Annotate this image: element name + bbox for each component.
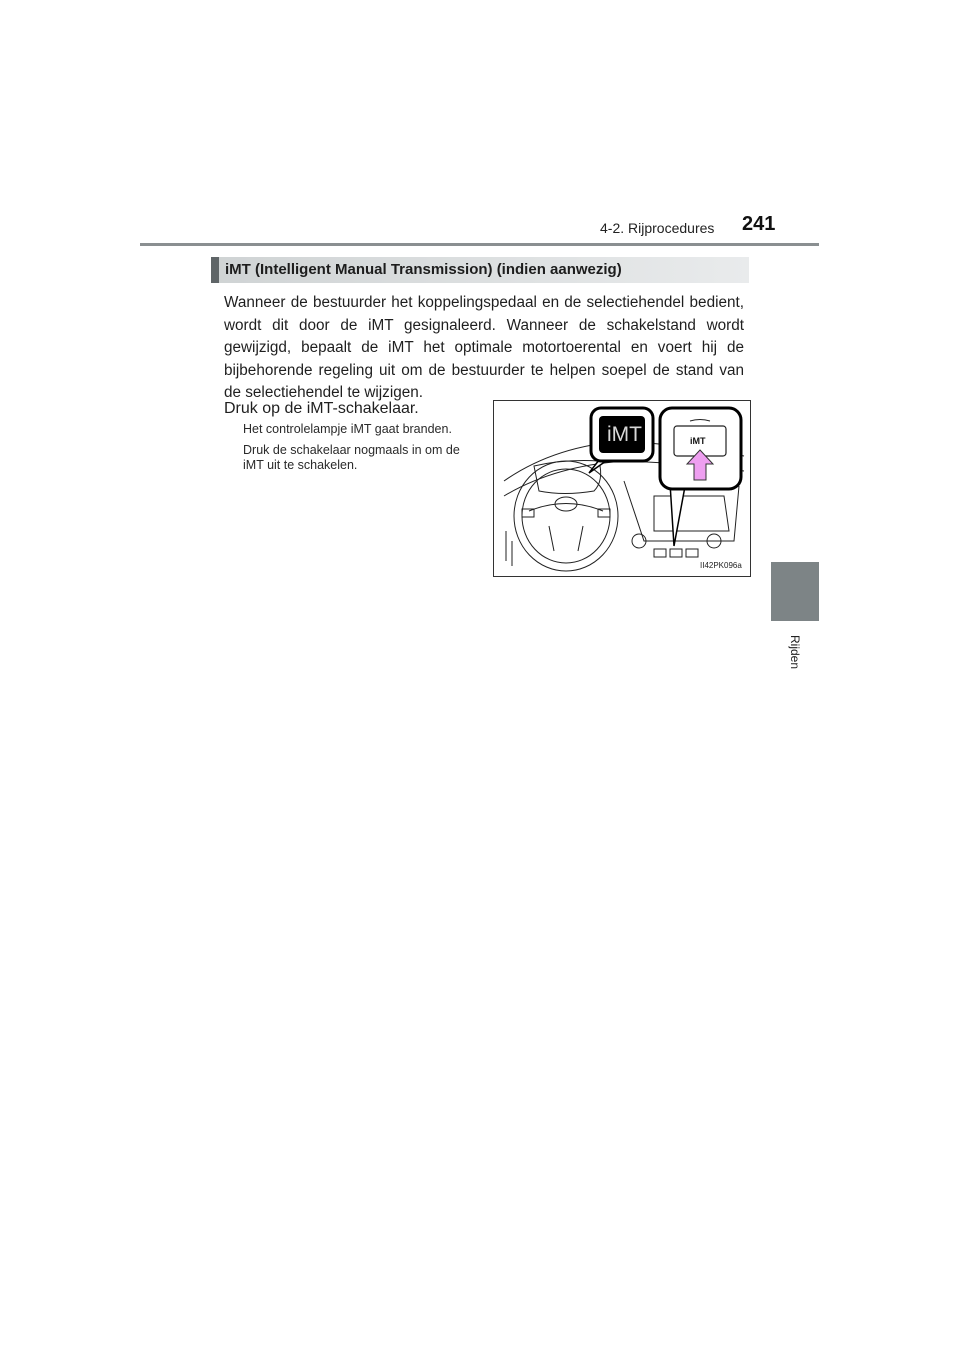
switch-label: iMT: [690, 436, 706, 446]
section-label: 4-2. Rijprocedures: [600, 220, 715, 236]
title-marker: [211, 257, 219, 283]
step-instruction: Druk op de iMT-schakelaar.: [224, 400, 419, 417]
figure-code: II42PK096a: [700, 561, 742, 570]
note-indicator: Het controlelampje iMT gaat branden.: [243, 422, 452, 436]
indicator-label: iMT: [607, 423, 642, 446]
chapter-label: Rijden: [788, 634, 802, 670]
section-title: iMT (Intelligent Manual Transmission) (indien aanwezig): [225, 261, 622, 278]
header-rule: [140, 243, 819, 246]
chapter-number: 4: [791, 1140, 799, 1155]
note-switch-off: Druk de schakelaar nogmaals in om de iMT uit te schakelen.: [243, 443, 460, 472]
dashboard-figure: [493, 400, 751, 577]
section-title-bar: [211, 257, 749, 283]
body-paragraph: Wanneer de bestuurder het koppelingspedaal en de selectiehendel bedient, wordt dit door de iMT gesignaleerd. Wanneer de schakelstand wordt gewijzigd, bepaalt de iMT het optimale motortoerental en voert hij de bijbehorende regeling uit om de bestuurder te helpen soepel de stand van de selectiehendel te wijzigen.: [224, 294, 744, 401]
page-number: 241: [742, 213, 776, 235]
